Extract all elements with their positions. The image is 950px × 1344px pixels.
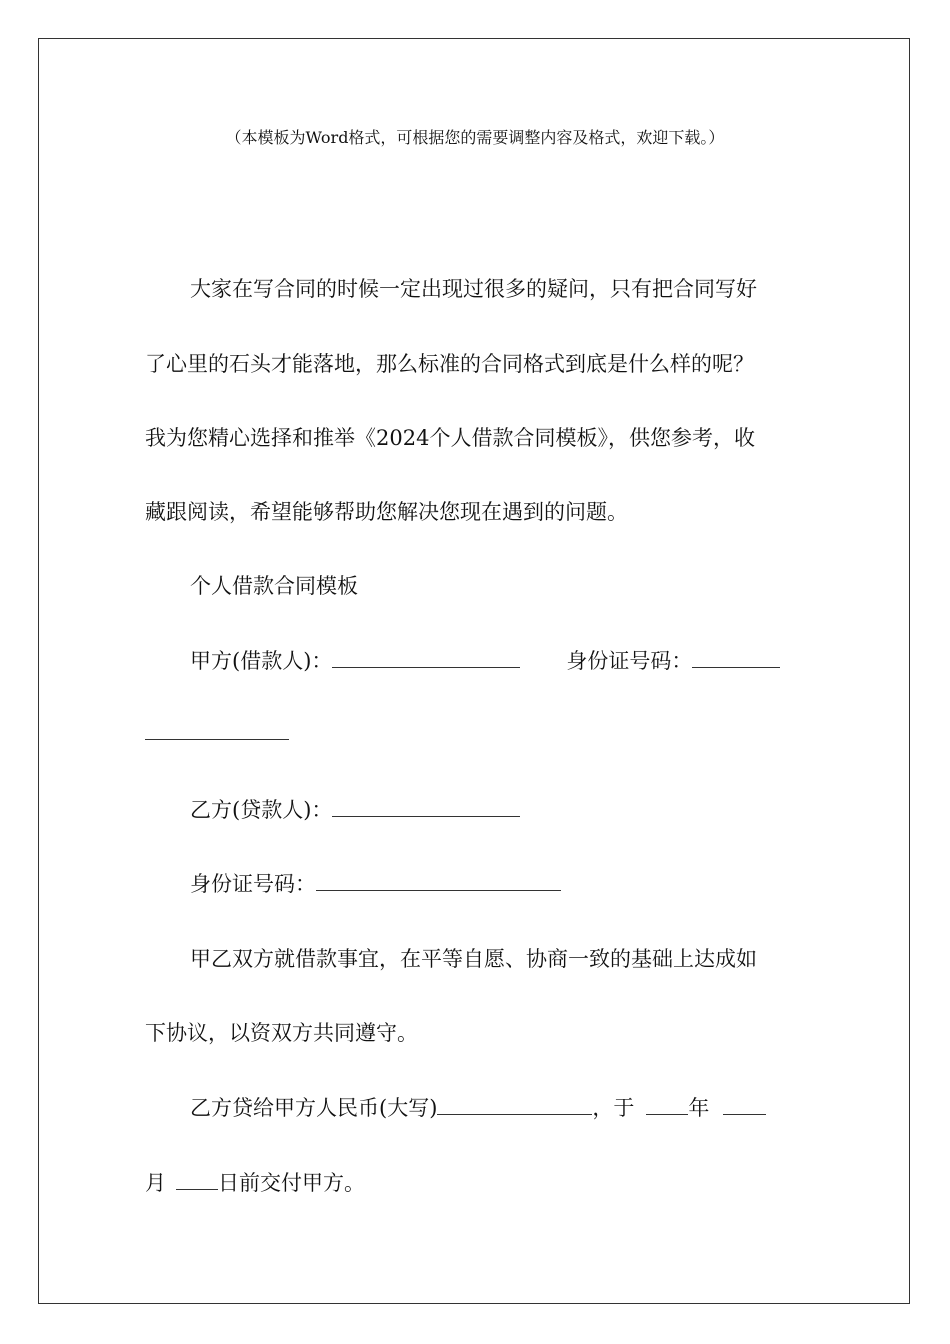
party-a-id-blank[interactable] — [692, 646, 780, 668]
party-a-name-blank[interactable] — [332, 646, 520, 668]
party-a-label: 甲方(借款人)： — [190, 649, 333, 673]
party-b-label: 乙方(贷款人)： — [190, 798, 333, 822]
intro-line-4: 藏跟阅读，希望能够帮助您解决您现在遇到的问题。 — [145, 500, 628, 524]
loan-month-blank[interactable] — [723, 1093, 766, 1115]
loan-amount-label: 乙方贷给甲方人民币(大写) — [190, 1096, 438, 1120]
party-b-id-row — [190, 869, 561, 899]
party-a-row — [190, 646, 780, 676]
loan-day-text: 日前交付甲方。 — [218, 1171, 365, 1195]
loan-year-text: 年 — [688, 1096, 710, 1120]
template-note: （本模板为Word格式，可根据您的需要调整内容及格式，欢迎下载。） — [225, 128, 725, 147]
loan-month-text: 月 — [145, 1171, 166, 1195]
loan-day-blank[interactable] — [176, 1168, 218, 1190]
party-b-id-blank[interactable] — [316, 869, 561, 891]
agreement-line-2: 下协议，以资双方共同遵守。 — [145, 1021, 418, 1045]
contract-title: 个人借款合同模板 — [190, 574, 358, 598]
party-b-row — [190, 795, 520, 825]
intro-line-3: 我为您精心选择和推举《2024个人借款合同模板》，供您参考，收 — [145, 426, 755, 450]
agreement-line-1: 甲乙双方就借款事宜，在平等自愿、协商一致的基础上达成如 — [190, 947, 757, 971]
loan-clause-line-2 — [145, 1168, 365, 1198]
party-b-id-label: 身份证号码： — [190, 872, 316, 896]
loan-clause-line-1 — [190, 1093, 766, 1123]
intro-line-1: 大家在写合同的时候一定出现过很多的疑问，只有把合同写好 — [190, 277, 757, 301]
party-a-id-continuation — [145, 718, 289, 748]
party-a-id-blank-cont[interactable] — [145, 718, 289, 740]
party-b-name-blank[interactable] — [332, 795, 520, 817]
loan-yu-text: ，于 — [592, 1096, 635, 1120]
loan-year-blank[interactable] — [646, 1093, 688, 1115]
loan-amount-blank[interactable] — [437, 1093, 592, 1115]
party-a-id-label: 身份证号码： — [566, 649, 693, 673]
intro-line-2: 了心里的石头才能落地，那么标准的合同格式到底是什么样的呢？ — [145, 352, 754, 376]
